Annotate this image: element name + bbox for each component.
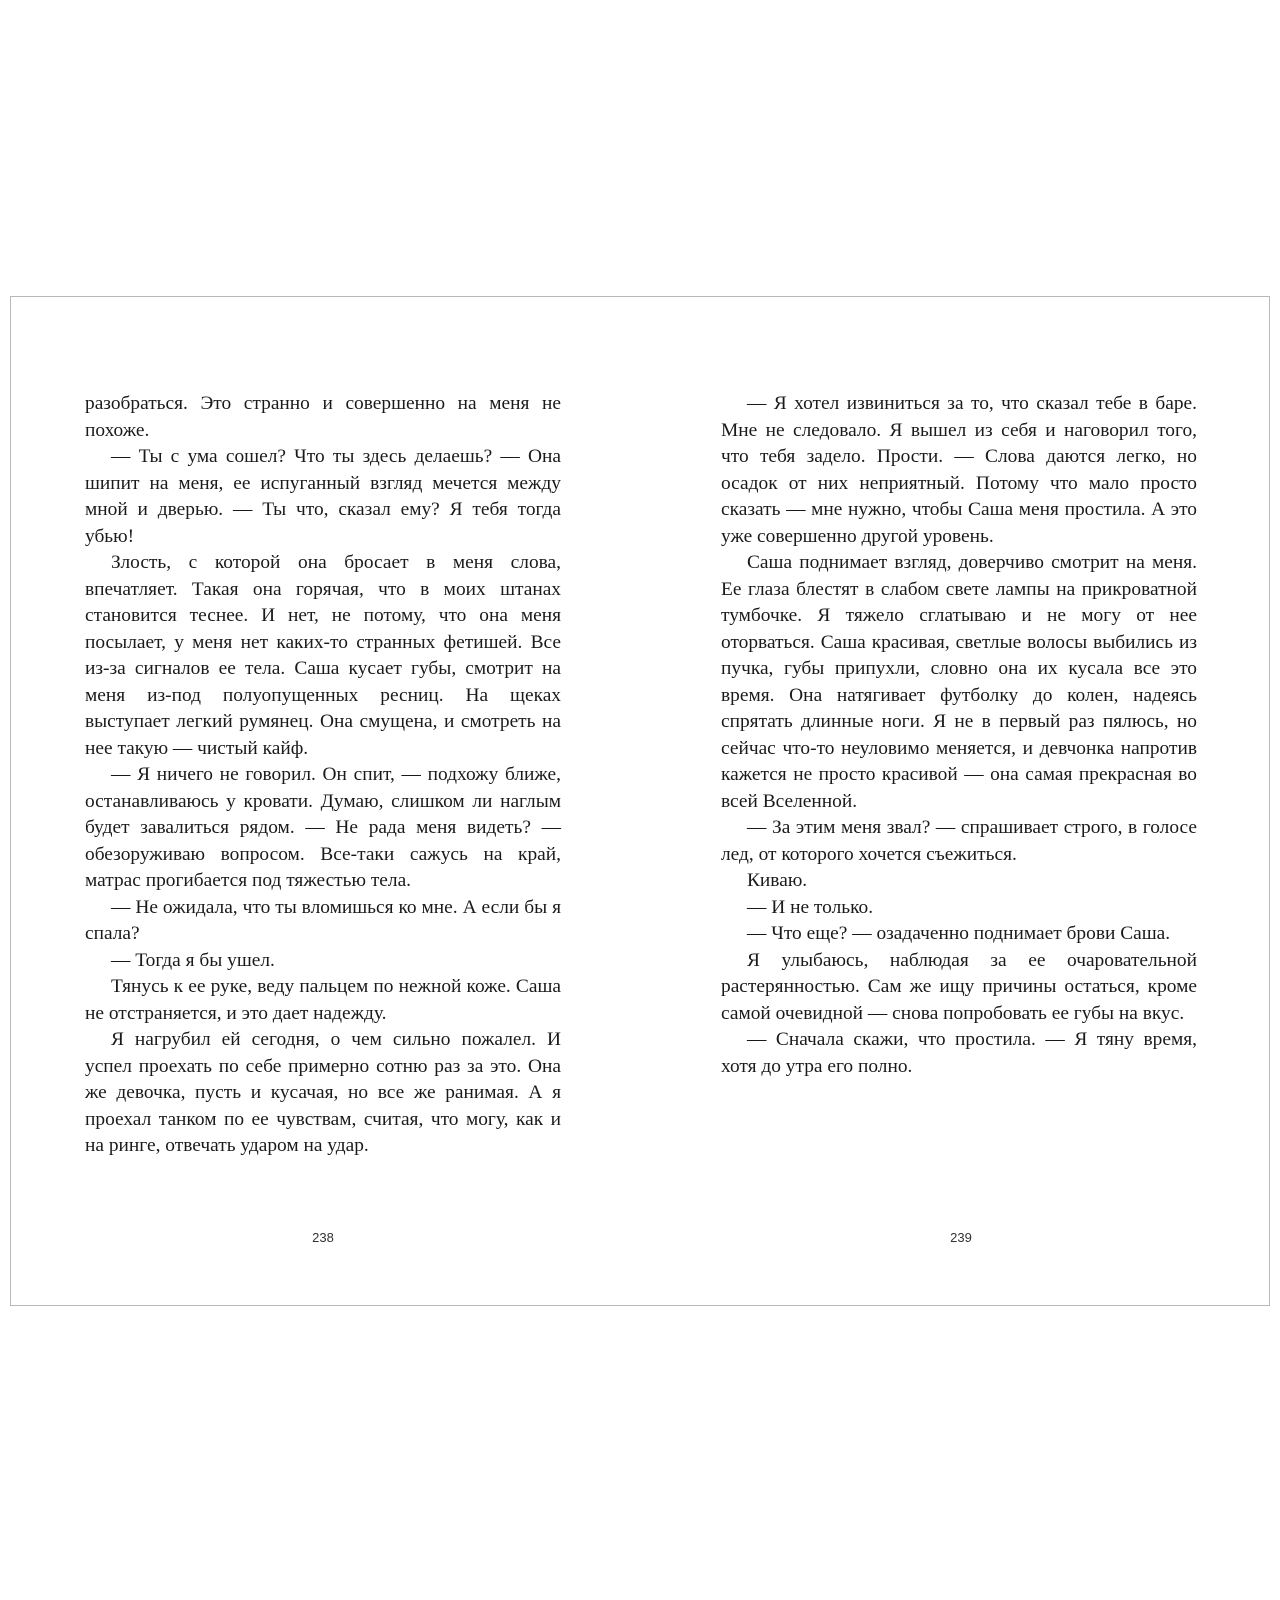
paragraph: — За этим меня звал? — спрашивает строго, в голосе лед, от которого хочется съежиться. <box>721 817 1197 865</box>
paragraph: разобраться. Это странно и совершенно на меня не похоже. <box>85 393 561 441</box>
paragraph: — И не только. <box>747 896 874 918</box>
page-number-right: 239 <box>950 1230 972 1245</box>
paragraph: Злость, с которой она бросает в меня слова, впечатляет. Такая она горячая, что в моих штанах становится теснее. И нет, не потому, что она меня посылает, у меня нет каких-то странных фетишей. Все из-за сигналов ее тела. Саша кусает губы, смотрит на меня из-под полуопущенных ресниц. На щеках выступает легкий румянец. Она смущена, и смотреть на нее такую — чистый кайф. <box>85 552 561 759</box>
page-number-left: 238 <box>312 1230 334 1245</box>
paragraph: — Не ожидала, что ты вломишься ко мне. А если бы я спала? <box>85 896 561 944</box>
paragraph: — Я ничего не говорил. Он спит, — подхожу ближе, останавливаюсь у кровати. Думаю, слишком ли наглым будет завалиться рядом. — Не рада меня видеть? — обезоруживаю вопросом. Все-таки сажусь на край, матрас прогибается под тяжестью тела. <box>85 764 561 891</box>
paragraph: — Ты с ума сошел? Что ты здесь делаешь? — Она шипит на меня, ее испуганный взгляд мечется между мной и дверью. — Ты что, сказал ему? Я тебя тогда убью! <box>85 446 561 547</box>
paragraph: — Сначала скажи, что простила. — Я тяну время, хотя до утра его полно. <box>721 1029 1197 1077</box>
paragraph: Я нагрубил ей сегодня, о чем сильно пожалел. И успел проехать по себе примерно сотню раз за это. Она же девочка, пусть и кусачая, но все же ранимая. А я проехал танком по ее чувствам, считая, что могу, как и на ринге, отвечать ударом на удар. <box>85 1029 561 1156</box>
right-page-text <box>721 391 1197 1080</box>
paragraph: — Я хотел извиниться за то, что сказал тебе в баре. Мне не следовало. Я вышел из себя и наговорил того, что тебя задело. Прости. — Слова даются легко, но осадок от них неприятный. Потому что мало просто сказать — мне нужно, чтобы Саша меня простила. А это уже совершенно другой уровень. <box>721 393 1197 547</box>
book-spread <box>10 296 1270 1306</box>
paragraph: — Что еще? — озадаченно поднимает брови Саша. <box>747 923 1171 944</box>
left-page-text <box>85 391 561 1160</box>
paragraph: Тянусь к ее руке, веду пальцем по нежной коже. Саша не отстраняется, и это дает надежду. <box>85 976 561 1024</box>
paragraph: Киваю. <box>747 870 808 891</box>
paragraph: Саша поднимает взгляд, доверчиво смотрит на меня. Ее глаза блестят в слабом свете лампы на прикроватной тумбочке. Я тяжело сглатываю и не могу от нее оторваться. Саша красивая, светлые волосы выбились из пучка, губы припухли, словно она их кусала все это время. Она натягивает футболку до колен, надеясь спрятать длинные ноги. Я не в первый раз пялюсь, но сейчас что-то неуловимо меняется, и девчонка напротив кажется не просто красивой — она самая прекрасная во всей Вселенной. <box>721 552 1197 812</box>
paragraph: Я улыбаюсь, наблюдая за ее очаровательной растерянностью. Сам же ищу причины остаться, кроме самой очевидной — снова попробовать ее губы на вкус. <box>721 949 1197 1024</box>
paragraph: — Тогда я бы ушел. <box>111 949 275 971</box>
